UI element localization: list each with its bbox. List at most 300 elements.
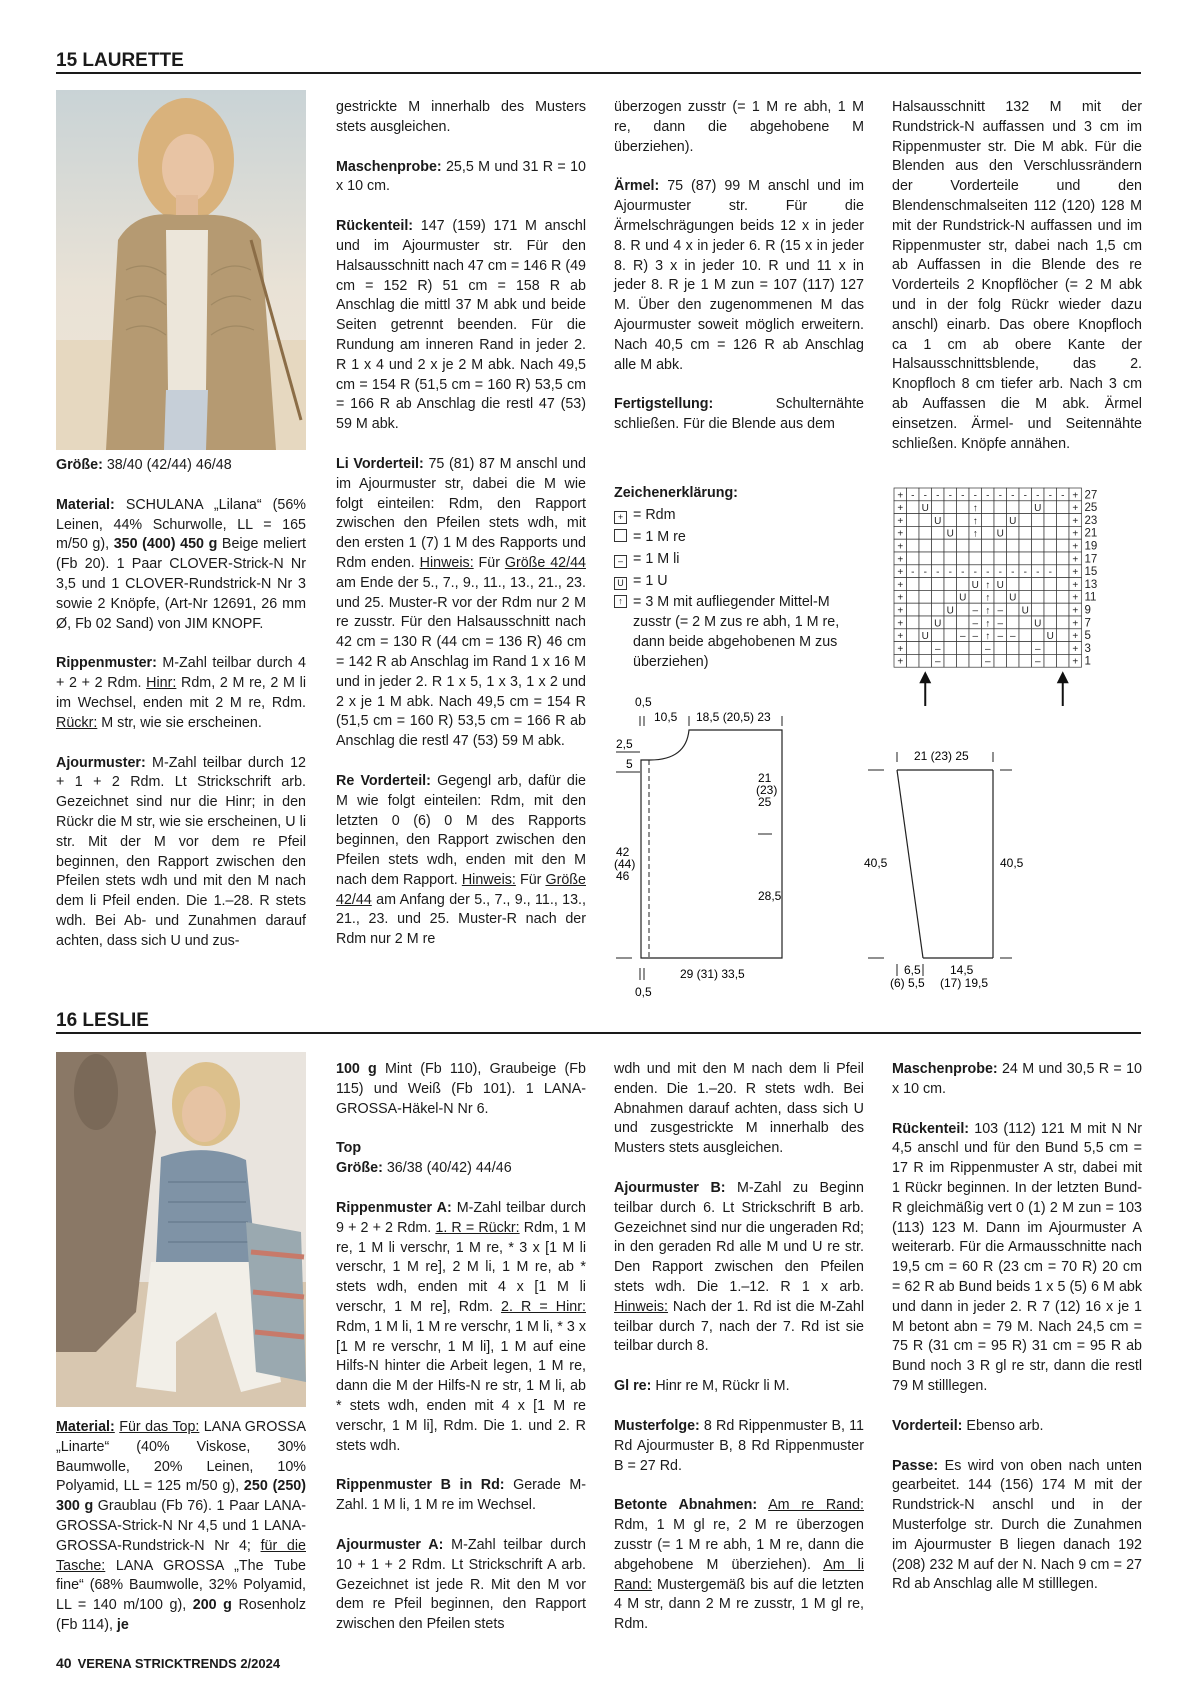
- chart-symbol: -: [961, 567, 965, 579]
- paragraph: Li Vorderteil: 75 (81) 87 M anschl und im Ajourmuster str, dabei die M wie folgt einteilen: Rdm, den Rapport zwischen den Pfeilen stets wdh, mit den ersten 1 (7) 1 M des Rapports und Rdm enden. Hinweis: Für Größe 42/44 am Ende der 5., 7., 9., 11., 13., 21., 23. und 25. Muster-R vor der Rdm nur 2 M re zusstr. Für den Halsausschnitt nach 42 cm = 130 R (44 cm = 136 R) 46 cm = 142 R ab Anschlag im Rand 1 x 16 M und in jeder 2. R 1 x 5, 1 x 3, 1 x 2 und 2 x je 1 M abk. Nach 49,5 cm = 154 R (51,5 cm = 160 R) 53,5 cm = 166 R ab Anschlag die restl 47 (53) 59 M abk.: [336, 455, 586, 750]
- chart-symbol: -: [936, 490, 940, 502]
- chart-symbol: +: [897, 656, 904, 668]
- chart-cell: [1057, 654, 1070, 667]
- chart-cell: [907, 514, 920, 527]
- chart-symbol: -: [961, 490, 965, 502]
- chart-cell: [1044, 603, 1057, 616]
- chart-cell: [1032, 590, 1045, 603]
- chart-cell: [1057, 590, 1070, 603]
- paragraph: Rückenteil: 103 (112) 121 M mit N Nr 4,5 anschl und für den Bund 5,5 cm = 17 R im Rippenmuster A str, dabei mit 1 Rückr beginnen. In der letzten Bund-R gleichmäßig vert 0 (1) 2 M zun = 103 (113) 123 M. Dann im Ajourmuster A weiterarb. Für die Armausschnitte nach 19,5 cm = 60 R (23 cm = 70 R) 20 cm = 62 R ab Bund beids 1 x 5 (5) 6 M abk und dann in jeder 2. R 7 (12) 16 x je 1 M betont abn = 79 M. Nach 24,5 cm = 75 R (31 cm = 95 R) 31 cm = 95 R ab Bund noch 3 R gl re str, dann die restl 79 M stilllegen.: [892, 1120, 1142, 1394]
- chart-arrow-right-start-head: [919, 671, 931, 683]
- pattern-title-16: 16 LESLIE: [56, 1010, 1141, 1034]
- chart-symbol: -: [923, 490, 927, 502]
- chart-arrow-left-end-head: [1057, 671, 1069, 683]
- chart-cell: [1007, 526, 1020, 539]
- chart-cell: [907, 578, 920, 591]
- chart-symbol: –: [1034, 656, 1041, 668]
- decrease-icon: ↑: [614, 595, 627, 608]
- chart-cell: [1044, 616, 1057, 629]
- chart-row-label: 17: [1084, 553, 1098, 566]
- page-footer: [56, 1655, 280, 1671]
- paragraph: Ärmel: 75 (87) 99 M anschl und im Ajourmuster str. Für die Ärmelschrägungen beids 12 x in jeder 8. R und 4 x in jeder 6. R (15 x in jeder 8. R) 3 x in jeder 10. R und 11 x in jeder 8. R je 1 M zun = 107 (117) 127 M. Über den zugenommenen M das Ajourmuster soweit möglich erweitern. Nach 40,5 cm = 126 R ab Anschlag alle M abk.: [614, 178, 864, 373]
- chart-cell: [919, 578, 932, 591]
- chart-symbol: +: [897, 541, 904, 553]
- chart-cell: [994, 501, 1007, 514]
- chart-symbol: ↑: [985, 605, 991, 617]
- pattern16-column-3: [614, 1060, 864, 1635]
- chart-symbol: -: [973, 490, 977, 502]
- chart-symbol: +: [1072, 643, 1079, 655]
- chart-cell: [907, 616, 920, 629]
- paragraph: Top Größe: 36/38 (40/42) 44/46: [336, 1140, 512, 1177]
- front-dim-side: 28,5: [758, 889, 782, 903]
- chart-symbol: U: [996, 579, 1004, 591]
- chart-cell: [1057, 629, 1070, 642]
- chart-cell: [1044, 526, 1057, 539]
- chart-cell: [919, 590, 932, 603]
- chart-symbol: –: [959, 631, 966, 643]
- chart-symbol: –: [984, 656, 991, 668]
- chart-cell: [944, 501, 957, 514]
- chart-cell: [994, 539, 1007, 552]
- chart-symbol: –: [972, 605, 979, 617]
- chart-cell: [932, 526, 945, 539]
- chart-symbol: U: [1009, 592, 1017, 604]
- chart-cell: [907, 552, 920, 565]
- chart-symbol: +: [897, 618, 904, 630]
- paragraph: Gl re: Hinr re M, Rückr li M.: [614, 1378, 790, 1395]
- chart-symbol: ↑: [985, 579, 991, 591]
- chart-symbol: ↑: [972, 528, 978, 540]
- chart-cell: [907, 603, 920, 616]
- knitting-chart: [892, 486, 1132, 706]
- chart-cell: [1057, 578, 1070, 591]
- chart-cell: [957, 501, 970, 514]
- chart-row-label: 25: [1084, 502, 1098, 515]
- sleeve-dim-right: 40,5: [1000, 856, 1024, 870]
- chart-cell: [932, 539, 945, 552]
- sleeve-dim-b2: 14,5: [950, 963, 974, 977]
- chart-symbol: -: [1011, 490, 1015, 502]
- chart-cell: [907, 526, 920, 539]
- front-dim-armhole: 21: [758, 771, 772, 785]
- chart-symbol: +: [1072, 567, 1079, 579]
- chart-cell: [1044, 578, 1057, 591]
- chart-cell: [1032, 514, 1045, 527]
- chart-cell: [919, 539, 932, 552]
- chart-cell: [1057, 539, 1070, 552]
- chart-symbol: U: [1009, 515, 1017, 527]
- front-dim-length: 42: [616, 845, 630, 859]
- chart-cell: [1007, 616, 1020, 629]
- pattern15-column-4: [892, 98, 1142, 454]
- chart-cell: [969, 552, 982, 565]
- chart-symbol: -: [1061, 490, 1065, 502]
- chart-cell: [932, 590, 945, 603]
- knit-stitch-icon: [614, 529, 627, 542]
- chart-symbol: +: [1072, 515, 1079, 527]
- chart-symbol: –: [997, 618, 1004, 630]
- pattern16-column-1: [56, 1418, 306, 1636]
- chart-symbol: ↑: [972, 515, 978, 527]
- paragraph: Rippenmuster A: M-Zahl teilbar durch 9 + 2 + 2 Rdm. 1. R = Rückr: Rdm, 1 M re, 1 M li verschr, 1 M re, * 3 x [1 M li verschr, 1 M re], 2 M li, 1 M re, ab * stets wdh, enden mit 4 x [1 M li verschr, 1 M re], Rdm. 2. R = Hinr: Rdm, 1 M li, 1 M re verschr, 1 M li, * 3 x [1 M re verschr, 1 M li], 1 M auf eine Hilfs-N hinter die Arbeit legen, 1 M re, dann die M der Hilfs-N re str, 1 M li, ab * stets wdh, enden mit 4 x [1 M re verschr, 1 M li], Rdm. Die 1. und 2. R stets wdh.: [336, 1199, 586, 1454]
- chart-cell: [944, 539, 957, 552]
- chart-symbol: U: [934, 618, 942, 630]
- front-dim-neck: 10,5: [654, 710, 678, 724]
- chart-cell: [1007, 654, 1020, 667]
- chart-cell: [932, 501, 945, 514]
- chart-cell: [944, 578, 957, 591]
- chart-cell: [969, 654, 982, 667]
- chart-cell: [1019, 514, 1032, 527]
- chart-cell: [907, 654, 920, 667]
- front-dim-shoulder: 18,5 (20,5) 23: [696, 710, 771, 724]
- chart-symbol: U: [971, 579, 979, 591]
- chart-symbol: +: [1072, 541, 1079, 553]
- legend-item: – = 1 M li: [614, 548, 864, 570]
- chart-cell: [957, 526, 970, 539]
- chart-cell: [932, 629, 945, 642]
- chart-cell: [1007, 501, 1020, 514]
- chart-cell: [994, 552, 1007, 565]
- chart-cell: [907, 629, 920, 642]
- front-dim-bottom: 29 (31) 33,5: [680, 967, 745, 981]
- chart-cell: [969, 539, 982, 552]
- paragraph: Material: Für das Top: LANA GROSSA „Linarte“ (40% Viskose, 30% Baumwolle, 20% Leinen, 10% Polyamid, LL = 125 m/50 g), 250 (250) 300 g Graublau (Fb 76). 1 Paar LANA-GROSSA-Strick-N Nr 4,5 und 1 LANA-GROSSA-Rundstrick-N Nr 4; für die Tasche: LANA GROSSA „The Tube fine“ (68% Baumwolle, 32% Polyamid, LL = 140 m/100 g), 200 g Rosenholz (Fb 114), je: [56, 1419, 307, 1633]
- chart-symbol: -: [936, 567, 940, 579]
- pattern15-column-3: [614, 98, 864, 435]
- chart-cell: [969, 590, 982, 603]
- chart-symbol: U: [934, 515, 942, 527]
- sleeve-dim-b1: 6,5: [904, 963, 921, 977]
- chart-cell: [1044, 654, 1057, 667]
- chart-cell: [957, 603, 970, 616]
- chart-symbol: -: [1048, 567, 1052, 579]
- chart-row-label: 7: [1084, 617, 1091, 630]
- chart-cell: [1057, 565, 1070, 578]
- sleeve-schematic: [860, 740, 1060, 1000]
- paragraph: Betonte Abnahmen: Am re Rand: Rdm, 1 M gl re, 2 M re überzogen zusstr (= 1 M re abh, 1 M re, dann die abgehobene M überziehen). Am li Rand: Mustergemäß bis auf die letzten 4 M str, dann 2 M re zusstr, 1 M gl re, Rdm.: [614, 1497, 864, 1633]
- chart-symbol: –: [1009, 631, 1016, 643]
- chart-symbol: +: [897, 631, 904, 643]
- legend-item: + = Rdm: [614, 504, 864, 526]
- symbol-legend: [614, 482, 864, 672]
- chart-cell: [982, 501, 995, 514]
- pattern-title-15: 15 LAURETTE: [56, 50, 1141, 74]
- pattern15-column-2: [336, 98, 586, 950]
- chart-cell: [1032, 629, 1045, 642]
- chart-symbol: -: [1023, 490, 1027, 502]
- chart-symbol: U: [921, 503, 929, 515]
- front-dim-top-left: 0,5: [635, 695, 652, 709]
- magazine-name: VERENA STRICKTRENDS 2/2024: [77, 1656, 281, 1671]
- chart-row-label: 3: [1084, 642, 1091, 655]
- chart-cell: [1057, 514, 1070, 527]
- chart-row-label: 11: [1084, 591, 1097, 604]
- front-dim-armhole-2: (23): [756, 783, 778, 797]
- chart-symbol: U: [921, 631, 929, 643]
- chart-symbol: U: [1034, 503, 1042, 515]
- chart-symbol: –: [934, 643, 941, 655]
- chart-cell: [944, 642, 957, 655]
- chart-symbol: –: [972, 631, 979, 643]
- chart-row-label: 21: [1084, 527, 1098, 540]
- paragraph: Re Vorderteil: Gegengl arb, dafür die M wie folgt einteilen: Rdm, mit den letzten 0 (6) 0 M des Rapports beginnen, den Rapport zwischen den Pfeilen stets wdh, enden mit den M nach dem Rapport. Hinweis: Für Größe 42/44 am Anfang der 5., 7., 9., 11., 13., 21., 23. und 25. Muster-R nach der Rdm nur 2 M re: [336, 772, 586, 948]
- paragraph: überzogen zusstr (= 1 M re abh, 1 M re, dann die abgehobene M überziehen).: [614, 99, 864, 155]
- front-dim-armhole-3: 25: [758, 795, 772, 809]
- chart-symbol: –: [997, 631, 1004, 643]
- chart-cell: [957, 642, 970, 655]
- chart-symbol: ↑: [985, 631, 991, 643]
- chart-cell: [919, 642, 932, 655]
- chart-cell: [1032, 578, 1045, 591]
- chart-cell: [932, 578, 945, 591]
- chart-cell: [957, 514, 970, 527]
- chart-symbol: -: [973, 567, 977, 579]
- chart-cell: [932, 552, 945, 565]
- chart-cell: [1044, 514, 1057, 527]
- chart-symbol: +: [1072, 490, 1079, 502]
- chart-cell: [944, 552, 957, 565]
- sleeve-dim-left: 40,5: [864, 856, 888, 870]
- chart-symbol: U: [996, 528, 1004, 540]
- chart-symbol: +: [897, 605, 904, 617]
- paragraph: Vorderteil: Ebenso arb.: [892, 1417, 1044, 1434]
- photo-laurette: [56, 90, 306, 450]
- chart-symbol: +: [897, 643, 904, 655]
- chart-symbol: –: [972, 618, 979, 630]
- chart-cell: [907, 539, 920, 552]
- chart-symbol: +: [897, 592, 904, 604]
- legend-item: U = 1 U: [614, 570, 864, 592]
- chart-symbol: +: [897, 515, 904, 527]
- chart-symbol: +: [1072, 554, 1079, 566]
- page-number: 40: [56, 1655, 72, 1671]
- front-dim-bottom-left: 0,5: [635, 985, 652, 999]
- chart-cell: [1044, 642, 1057, 655]
- chart-symbol: +: [897, 490, 904, 502]
- chart-cell: [1007, 603, 1020, 616]
- chart-row-label: 27: [1084, 489, 1098, 502]
- chart-cell: [1019, 629, 1032, 642]
- chart-row-label: 1: [1084, 655, 1091, 668]
- chart-cell: [1019, 539, 1032, 552]
- photo-leslie: [56, 1052, 306, 1407]
- sleeve-dim-b2-sizes: (17) 19,5: [940, 976, 989, 990]
- chart-cell: [957, 578, 970, 591]
- paragraph: Maschenprobe: 25,5 M und 31 R = 10 x 10 cm.: [336, 158, 586, 195]
- paragraph: Rückenteil: 147 (159) 171 M anschl und im Ajourmuster str. Für den Halsausschnitt nach 47 cm = 146 R (49 cm = 152 R) 51 cm = 158 R ab Anschlag die mittl 37 M abk und beide Seiten getrennt beenden. Für die Rundung am inneren Rand in jeder 2. R 1 x 4 und 2 x je 2 M abk. Nach 49,5 cm = 154 R (51,5 cm = 160 R) 53,5 cm = 166 R ab Anschlag die restl 47 (53) 59 M abk.: [336, 218, 586, 433]
- chart-cell: [969, 642, 982, 655]
- chart-symbol: -: [1036, 490, 1040, 502]
- chart-symbol: U: [946, 605, 954, 617]
- chart-symbol: +: [1072, 656, 1079, 668]
- paragraph: gestrickte M innerhalb des Musters stets ausgleichen.: [336, 99, 586, 135]
- chart-cell: [944, 616, 957, 629]
- chart-cell: [944, 514, 957, 527]
- chart-row-label: 5: [1084, 630, 1091, 643]
- chart-cell: [994, 590, 1007, 603]
- chart-row-label: 23: [1084, 514, 1098, 527]
- paragraph: Ajourmuster A: M-Zahl teilbar durch 10 + 1 + 2 Rdm. Lt Strickschrift A arb. Gezeichnet ist jede R. Mit den M vor dem re Pfeil beginnen, den Rapport zwischen den Pfeilen stets: [336, 1536, 586, 1633]
- chart-cell: [1032, 552, 1045, 565]
- chart-cell: [1057, 616, 1070, 629]
- chart-row-label: 15: [1084, 566, 1098, 579]
- chart-cell: [1057, 642, 1070, 655]
- chart-cell: [919, 514, 932, 527]
- chart-row-label: 13: [1084, 578, 1098, 591]
- chart-symbol: +: [897, 554, 904, 566]
- paragraph: wdh und mit den M nach dem li Pfeil enden. Die 1.–20. R stets wdh. Bei Abnahmen darauf achten, dass sich U und zusgestrickte M innerhalb des Musters stets ausgleichen.: [614, 1061, 864, 1157]
- paragraph: Halsausschnitt 132 M mit der Rundstrick-N auffassen und 3 cm im Rippenmuster str. Die M abk. Für die Blenden aus den Verschlussrändern der Vorderteile und den Blendenschmalseiten 112 (120) 128 M mit der Rundstrick-N auffassen und im Rippenmuster str, dabei nach 1,5 cm ab Auffassen in die Blende des re Vorderteils 2 Knopflöcher (= 2 M abk und in der folg Rückr wieder dazu anschl) einarb. Das obere Knopfloch ca 1 cm ab obere Kante der Halsausschnittsblende, das 2. Knopfloch 8 cm tiefer arb. Nach 3 cm ab Auffassen die M abk. Ärmel einsetzen. Ärmel- und Seitennähte schließen. Knöpfe annähen.: [892, 99, 1142, 452]
- chart-cell: [1019, 501, 1032, 514]
- paragraph: Fertigstellung: Schulternähte schließen. Für die Blende aus dem: [614, 396, 864, 433]
- chart-cell: [944, 654, 957, 667]
- chart-symbol: -: [948, 490, 952, 502]
- front-dim-length-2: (44): [614, 857, 636, 871]
- chart-cell: [907, 590, 920, 603]
- front-dim-length-3: 46: [616, 869, 630, 883]
- chart-cell: [919, 616, 932, 629]
- legend-title: Zeichenerklärung:: [614, 485, 738, 501]
- chart-symbol: -: [911, 567, 915, 579]
- chart-symbol: -: [1023, 567, 1027, 579]
- pattern15-column-1: [56, 456, 306, 952]
- pattern16-column-2: [336, 1060, 586, 1635]
- chart-symbol: -: [948, 567, 952, 579]
- chart-symbol: +: [1072, 592, 1079, 604]
- chart-row-label: 9: [1084, 604, 1091, 617]
- chart-symbol: +: [897, 503, 904, 515]
- chart-cell: [1057, 603, 1070, 616]
- chart-symbol: U: [1021, 605, 1029, 617]
- paragraph: Rippenmuster B in Rd: Gerade M-Zahl. 1 M li, 1 M re im Wechsel.: [336, 1477, 586, 1514]
- chart-symbol: ↑: [985, 592, 991, 604]
- chart-symbol: -: [998, 490, 1002, 502]
- paragraph: Passe: Es wird von oben nach unten gearbeitet. 144 (156) 174 M mit der Rundstrick-N anschl und in der Musterfolge str. Durch die Zunahmen im Ajourmuster B liegen danach 192 (208) 232 M auf der N. Nach 9 cm = 27 Rd ab Anschlag alle M stilllegen.: [892, 1457, 1142, 1593]
- chart-symbol: -: [998, 567, 1002, 579]
- chart-cell: [944, 629, 957, 642]
- chart-cell: [1057, 526, 1070, 539]
- chart-cell: [994, 654, 1007, 667]
- chart-symbol: +: [897, 528, 904, 540]
- chart-cell: [957, 616, 970, 629]
- chart-cell: [982, 526, 995, 539]
- chart-cell: [1007, 578, 1020, 591]
- paragraph: Musterfolge: 8 Rd Rippenmuster B, 11 Rd Ajourmuster B, 8 Rd Rippenmuster B = 27 Rd.: [614, 1417, 864, 1474]
- chart-symbol: -: [1011, 567, 1015, 579]
- chart-symbol: -: [923, 567, 927, 579]
- edge-stitch-icon: +: [614, 511, 627, 524]
- chart-cell: [994, 514, 1007, 527]
- chart-symbol: U: [959, 592, 967, 604]
- legend-item: = 1 M re: [614, 526, 864, 548]
- pattern16-column-4: [892, 1060, 1142, 1595]
- chart-symbol: -: [986, 490, 990, 502]
- chart-cell: [1019, 642, 1032, 655]
- chart-symbol: -: [1036, 567, 1040, 579]
- chart-symbol: +: [1072, 631, 1079, 643]
- paragraph: Ajourmuster B: M-Zahl zu Beginn teilbar durch 6. Lt Strickschrift B arb. Gezeichnet sind nur die ungeraden Rd; in den geraden Rd alle M und U re str. Den Rapport zwischen den Pfeilen stets wdh. Die 1.–12. R 1 x arb. Hinweis: Nach der 1. Rd ist die M-Zahl teilbar durch 7, nach der 7. Rd ist sie teilbar durch 8.: [614, 1179, 865, 1355]
- chart-cell: [919, 654, 932, 667]
- chart-symbol: +: [897, 579, 904, 591]
- chart-cell: [919, 603, 932, 616]
- chart-symbol: -: [1048, 490, 1052, 502]
- paragraph: Rippenmuster: M-Zahl teilbar durch 4 + 2 + 2 Rdm. Hinr: Rdm, 2 M re, 2 M li im Wechsel, enden mit 2 M re, Rdm. Rückr: M str, wie sie erscheinen.: [56, 655, 306, 731]
- chart-cell: [1007, 642, 1020, 655]
- purl-stitch-icon: –: [614, 555, 627, 568]
- chart-symbol: +: [1072, 618, 1079, 630]
- chart-cell: [1044, 539, 1057, 552]
- chart-cell: [1007, 552, 1020, 565]
- chart-cell: [1019, 578, 1032, 591]
- paragraph: Material: SCHULANA „Lilana“ (56% Leinen, 44% Schurwolle, LL = 165 m/50 g), 350 (400) 450 g Beige meliert (Fb 20). 1 Paar CLOVER-Strick-N Nr 3,5 und 1 CLOVER-Rundstrick-N Nr 3 sowie 2 Knöpfe, (Art-Nr 12691, 26 mm Ø, Fb 02 Sand) von JIM KNOPF.: [56, 496, 306, 632]
- chart-cell: [1019, 526, 1032, 539]
- chart-symbol: -: [911, 490, 915, 502]
- chart-symbol: U: [1046, 631, 1054, 643]
- chart-symbol: –: [984, 643, 991, 655]
- front-dim-neck-depth-1: 2,5: [616, 737, 633, 751]
- paragraph: Maschenprobe: 24 M und 30,5 R = 10 x 10 cm.: [892, 1061, 1142, 1097]
- chart-cell: [907, 642, 920, 655]
- chart-symbol: +: [1072, 579, 1079, 591]
- chart-cell: [907, 501, 920, 514]
- chart-symbol: –: [934, 656, 941, 668]
- front-schematic: [610, 690, 810, 1000]
- chart-cell: [919, 552, 932, 565]
- chart-symbol: -: [986, 567, 990, 579]
- chart-cell: [1032, 603, 1045, 616]
- paragraph: Ajourmuster: M-Zahl teilbar durch 12 + 1 + 2 Rdm. Lt Strickschrift arb. Gezeichnet sind nur die Hinr; in den Rückr die M str, wie sie erscheinen, U li str. Mit der M vor dem re Pfeil beginnen, den Rapport zwischen den Pfeilen stets wdh und mit den M nach dem li Pfeil enden. Die 1.–28. R stets wdh. Bei Ab- und Zunahmen darauf achten, dass sich U und zus-: [56, 754, 306, 949]
- chart-cell: [1057, 552, 1070, 565]
- chart-cell: [1044, 501, 1057, 514]
- chart-symbol: +: [897, 567, 904, 579]
- chart-cell: [932, 603, 945, 616]
- chart-cell: [1019, 654, 1032, 667]
- legend-item: ↑ = 3 M mit aufliegender Mittel-M zusstr (= 2 M zus re abh, 1 M re, dann beide abgehobenen M zus überziehen): [614, 592, 864, 672]
- chart-symbol: +: [1072, 528, 1079, 540]
- chart-cell: [919, 526, 932, 539]
- chart-cell: [1019, 552, 1032, 565]
- paragraph: Größe: 38/40 (42/44) 46/48: [56, 457, 232, 473]
- sleeve-dim-b1-sizes: (6) 5,5: [890, 976, 925, 990]
- chart-symbol: –: [997, 605, 1004, 617]
- chart-cell: [1007, 539, 1020, 552]
- chart-cell: [1019, 616, 1032, 629]
- chart-symbol: ↑: [972, 503, 978, 515]
- chart-cell: [957, 552, 970, 565]
- chart-cell: [982, 514, 995, 527]
- chart-cell: [1044, 590, 1057, 603]
- chart-symbol: +: [1072, 503, 1079, 515]
- chart-cell: [1032, 539, 1045, 552]
- chart-symbol: U: [1034, 618, 1042, 630]
- chart-cell: [957, 654, 970, 667]
- chart-cell: [1044, 552, 1057, 565]
- chart-symbol: U: [946, 528, 954, 540]
- chart-row-label: 19: [1084, 540, 1098, 553]
- chart-symbol: +: [1072, 605, 1079, 617]
- chart-symbol: ↑: [985, 618, 991, 630]
- chart-cell: [1057, 501, 1070, 514]
- chart-cell: [982, 539, 995, 552]
- chart-symbol: –: [1034, 643, 1041, 655]
- front-dim-neck-depth-2: 5: [626, 757, 633, 771]
- sleeve-dim-top: 21 (23) 25: [914, 749, 969, 763]
- chart-cell: [957, 539, 970, 552]
- chart-cell: [1032, 526, 1045, 539]
- chart-cell: [994, 642, 1007, 655]
